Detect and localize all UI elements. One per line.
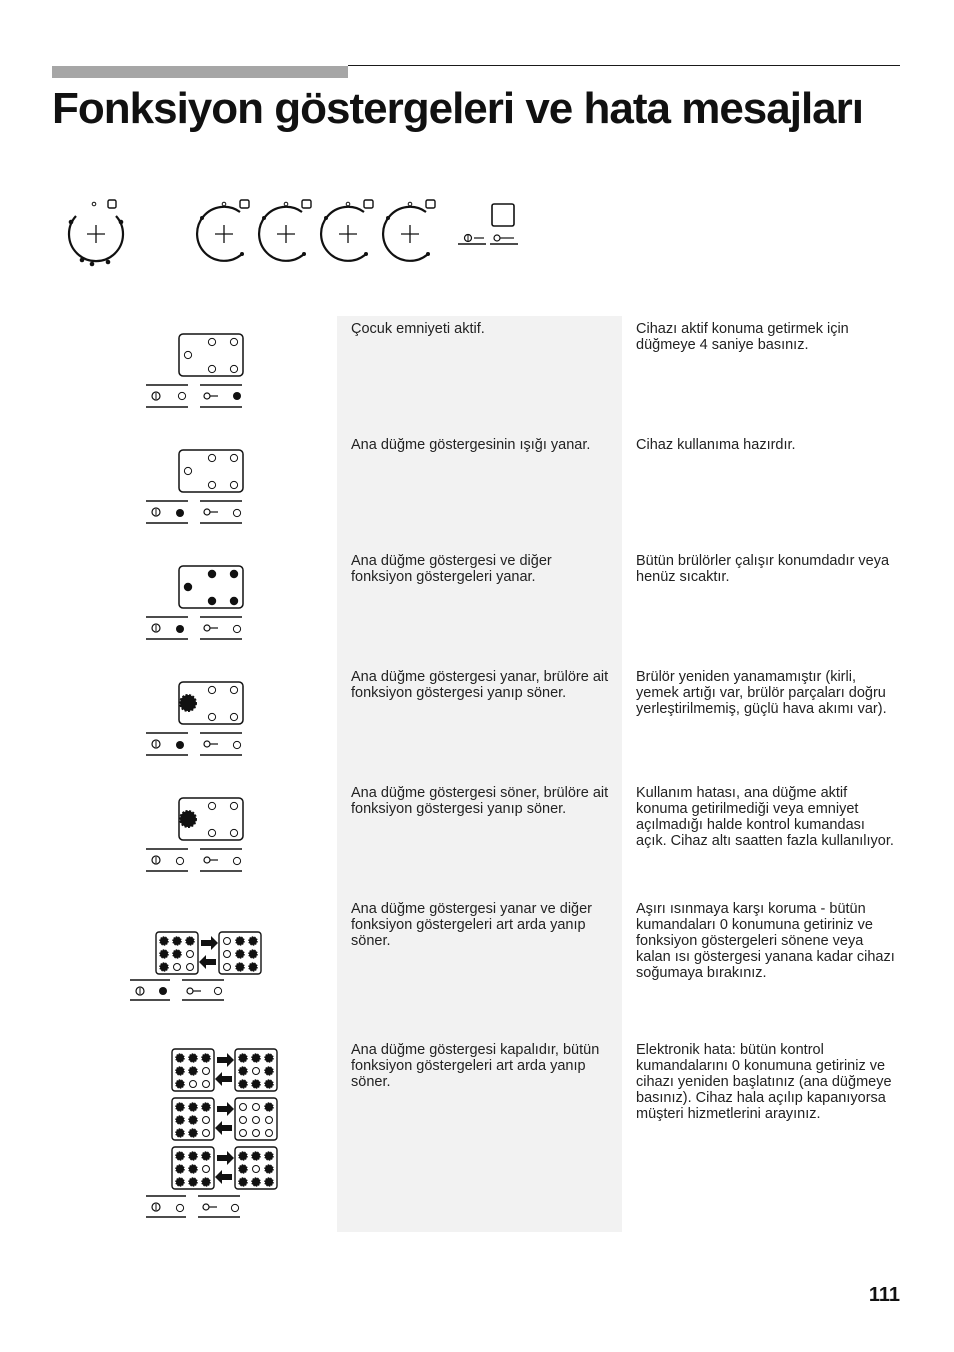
- indicator-diagram: [0, 664, 330, 780]
- knob-icon: [321, 200, 373, 261]
- indicator-diagram: [0, 316, 330, 432]
- remedy-description: Bütün brülörler çalışır konumdadır veya henüz sıcaktır.: [636, 553, 890, 585]
- table-row: [0, 432, 954, 548]
- hob-panel-blinking-left: [156, 932, 198, 974]
- remedy-description: Cihazı aktif konuma getirmek için düğmeye 4 saniye basınız.: [636, 321, 849, 353]
- hob-panel-blinking-right: [219, 932, 261, 974]
- indicator-description: Ana düğme göstergesinin ışığı yanar.: [351, 437, 591, 453]
- table-row: [0, 1037, 954, 1232]
- arrow-right-icon: [201, 936, 218, 950]
- indicator-description: Ana düğme göstergesi yanar, brülöre ait fonksiyon göstergesi yanıp söner.: [351, 669, 609, 701]
- remedy-description: Aşırı ısınmaya karşı koruma - bütün kumandaları 0 konumuna getiriniz ve fonksiyon göstergeleri sönene veya kalan ısı göstergesi yanana kadar cihazı soğumaya bırakınız.: [636, 901, 895, 981]
- header-rule: [348, 65, 900, 66]
- table-row: [0, 316, 954, 432]
- indicator-description: Ana düğme göstergesi söner, brülöre ait fonksiyon göstergesi yanıp söner.: [351, 785, 609, 817]
- hob-panel-pair-1: [172, 1049, 277, 1091]
- page-title: Fonksiyon göstergeleri ve hata mesajları: [52, 84, 863, 133]
- indicator-description: Ana düğme göstergesi ve diğer fonksiyon göstergeleri yanar.: [351, 553, 552, 585]
- indicator-description: Ana düğme göstergesi kapalıdır, bütün fonksiyon göstergeleri art arda yanıp söner.: [351, 1042, 600, 1090]
- indicator-diagram: [0, 1037, 330, 1232]
- indicator-diagram: [0, 548, 330, 664]
- main-switch-panel-icon: [458, 204, 518, 244]
- indicator-description: Çocuk emniyeti aktif.: [351, 321, 485, 337]
- header-bar: [52, 66, 348, 78]
- indicator-diagram: [0, 432, 330, 548]
- remedy-description: Cihaz kullanıma hazırdır.: [636, 437, 796, 453]
- indicator-diagram: [0, 896, 330, 1036]
- page-number: 111: [868, 1284, 900, 1306]
- remedy-description: Brülör yeniden yanamamıştır (kirli, yemek artığı var, brülör parçaları doğru yerleştirilmemiş, güçlü hava akımı var).: [636, 669, 887, 717]
- remedy-description: Elektronik hata: bütün kontrol kumandalarını 0 konumuna getiriniz ve cihazı yeniden başlatınız (ana düğmeye basınız). Cihaz hala açılıp kapanıyorsa müşteri hizmetlerini arayınız.: [636, 1042, 892, 1122]
- knob-icon: [383, 200, 435, 261]
- knob-icon: [197, 200, 249, 261]
- indicator-description: Ana düğme göstergesi yanar ve diğer fonksiyon göstergeleri art arda yanıp söner.: [351, 901, 593, 949]
- indicator-diagram: [0, 780, 330, 896]
- table-row: [0, 664, 954, 780]
- arrow-left-icon: [199, 955, 216, 969]
- knob-icon: [259, 200, 311, 261]
- table-row: [0, 896, 954, 1036]
- table-row: [0, 780, 954, 896]
- hob-panel-pair-3: [172, 1147, 277, 1189]
- hob-panel-pair-2: [172, 1098, 277, 1140]
- remedy-description: Kullanım hatası, ana düğme aktif konuma getirilmediği veya emniyet açılmadığı halde kontrol kumandası açık. Cihaz altı saatten fazla kullanılıyor.: [636, 785, 894, 849]
- knob-icon: [69, 200, 124, 266]
- control-knobs-diagram: [56, 194, 526, 274]
- table-row: [0, 548, 954, 664]
